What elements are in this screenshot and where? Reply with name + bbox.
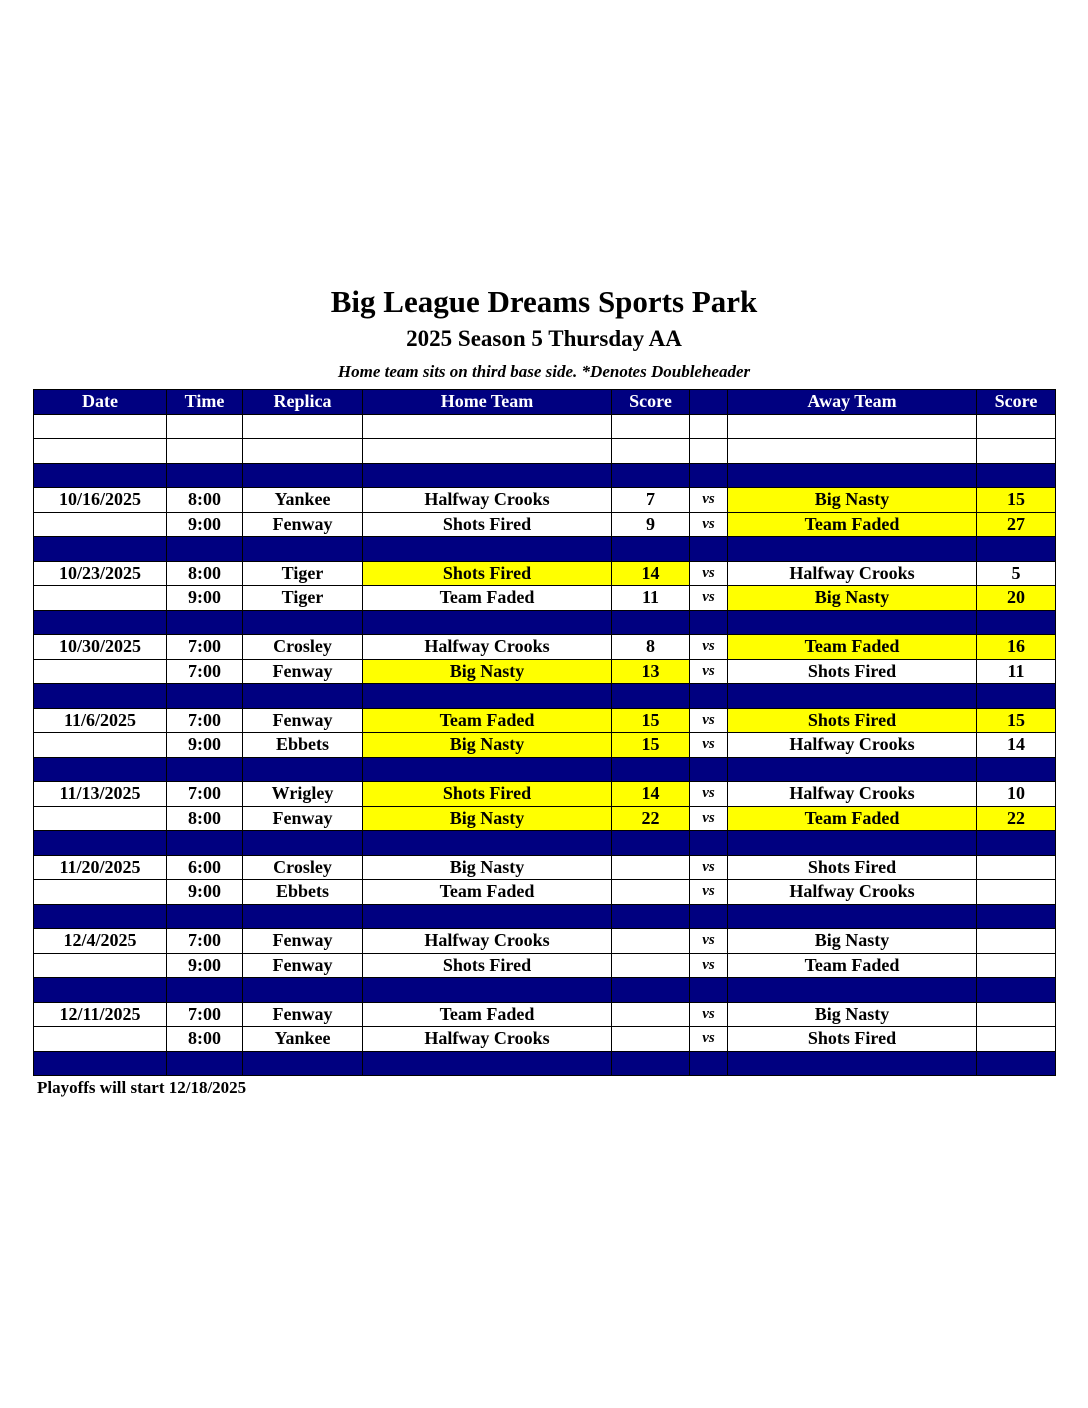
- home-team-cell: Big Nasty: [363, 733, 612, 758]
- replica-cell: [243, 831, 363, 856]
- home-team-cell: Halfway Crooks: [363, 1027, 612, 1052]
- time-cell: 9:00: [167, 512, 243, 537]
- home-score-cell: 15: [612, 733, 690, 758]
- away-score-cell: [977, 855, 1056, 880]
- away-score-cell: [977, 537, 1056, 562]
- header-note: Home team sits on third base side. *Denotes Doubleheader: [337, 362, 751, 381]
- home-team-cell: Team Faded: [363, 1002, 612, 1027]
- game-row: [34, 733, 1056, 758]
- home-team-cell: Halfway Crooks: [363, 488, 612, 513]
- date-cell: [34, 659, 167, 684]
- away-team-cell: Shots Fired: [728, 855, 977, 880]
- home-score-cell: [612, 537, 690, 562]
- time-cell: 8:00: [167, 1027, 243, 1052]
- date-cell: [34, 978, 167, 1003]
- away-score-cell: [977, 414, 1056, 439]
- replica-cell: Ebbets: [243, 880, 363, 905]
- date-cell: 11/6/2025: [34, 708, 167, 733]
- time-cell: [167, 610, 243, 635]
- date-cell: [34, 1051, 167, 1076]
- col-replica: Replica: [243, 390, 363, 415]
- schedule-body: [34, 414, 1056, 1076]
- home-score-cell: 22: [612, 806, 690, 831]
- replica-cell: [243, 757, 363, 782]
- time-cell: 9:00: [167, 880, 243, 905]
- away-score-cell: 15: [977, 708, 1056, 733]
- home-score-cell: 14: [612, 782, 690, 807]
- vs-cell: vs: [690, 782, 728, 807]
- time-cell: 6:00: [167, 855, 243, 880]
- home-score-cell: [612, 684, 690, 709]
- time-cell: [167, 414, 243, 439]
- vs-cell: vs: [690, 855, 728, 880]
- away-score-cell: [977, 978, 1056, 1003]
- time-cell: 7:00: [167, 782, 243, 807]
- home-score-cell: [612, 439, 690, 464]
- date-cell: [34, 684, 167, 709]
- replica-cell: [243, 463, 363, 488]
- away-team-cell: [728, 439, 977, 464]
- date-cell: [34, 953, 167, 978]
- home-team-cell: Team Faded: [363, 708, 612, 733]
- away-team-cell: [728, 610, 977, 635]
- time-cell: 8:00: [167, 561, 243, 586]
- date-cell: 11/20/2025: [34, 855, 167, 880]
- home-team-cell: Big Nasty: [363, 659, 612, 684]
- time-cell: 7:00: [167, 1002, 243, 1027]
- date-cell: 12/11/2025: [34, 1002, 167, 1027]
- col-home-score: Score: [612, 390, 690, 415]
- home-score-cell: [612, 757, 690, 782]
- date-cell: [34, 806, 167, 831]
- time-cell: 8:00: [167, 806, 243, 831]
- col-away-team: Away Team: [728, 390, 977, 415]
- date-cell: [34, 1027, 167, 1052]
- vs-cell: vs: [690, 708, 728, 733]
- date-cell: 10/16/2025: [34, 488, 167, 513]
- away-team-cell: Team Faded: [728, 635, 977, 660]
- date-cell: [34, 414, 167, 439]
- time-cell: [167, 684, 243, 709]
- date-cell: [34, 439, 167, 464]
- vs-cell: vs: [690, 733, 728, 758]
- replica-cell: [243, 439, 363, 464]
- vs-cell: vs: [690, 659, 728, 684]
- game-row: [34, 880, 1056, 905]
- date-cell: [34, 831, 167, 856]
- time-cell: [167, 757, 243, 782]
- vs-cell: [690, 414, 728, 439]
- away-team-cell: Halfway Crooks: [728, 782, 977, 807]
- replica-cell: Yankee: [243, 488, 363, 513]
- vs-cell: vs: [690, 806, 728, 831]
- game-row: [34, 708, 1056, 733]
- away-team-cell: Team Faded: [728, 512, 977, 537]
- replica-cell: Ebbets: [243, 733, 363, 758]
- away-team-cell: Team Faded: [728, 806, 977, 831]
- time-cell: 7:00: [167, 635, 243, 660]
- blank-row: [34, 414, 1056, 439]
- home-score-cell: 11: [612, 586, 690, 611]
- date-cell: [34, 880, 167, 905]
- away-team-cell: [728, 537, 977, 562]
- away-team-cell: Big Nasty: [728, 1002, 977, 1027]
- away-score-cell: [977, 439, 1056, 464]
- page-title: Big League Dreams Sports Park: [330, 284, 758, 319]
- separator-row: [34, 463, 1056, 488]
- game-row: [34, 855, 1056, 880]
- vs-cell: [690, 757, 728, 782]
- date-cell: [34, 610, 167, 635]
- vs-cell: vs: [690, 929, 728, 954]
- home-score-cell: 13: [612, 659, 690, 684]
- away-score-cell: 5: [977, 561, 1056, 586]
- home-team-cell: [363, 1051, 612, 1076]
- away-team-cell: [728, 1051, 977, 1076]
- home-team-cell: Halfway Crooks: [363, 635, 612, 660]
- header-row: [34, 390, 1056, 415]
- vs-cell: vs: [690, 586, 728, 611]
- home-team-cell: Big Nasty: [363, 806, 612, 831]
- home-score-cell: [612, 1051, 690, 1076]
- replica-cell: Tiger: [243, 586, 363, 611]
- away-score-cell: 15: [977, 488, 1056, 513]
- date-cell: 11/13/2025: [34, 782, 167, 807]
- time-cell: [167, 439, 243, 464]
- game-row: [34, 1027, 1056, 1052]
- replica-cell: Fenway: [243, 953, 363, 978]
- home-score-cell: 7: [612, 488, 690, 513]
- replica-cell: Wrigley: [243, 782, 363, 807]
- time-cell: [167, 978, 243, 1003]
- away-team-cell: Big Nasty: [728, 488, 977, 513]
- time-cell: 7:00: [167, 659, 243, 684]
- home-score-cell: [612, 929, 690, 954]
- game-row: [34, 806, 1056, 831]
- date-cell: 12/4/2025: [34, 929, 167, 954]
- game-row: [34, 586, 1056, 611]
- home-team-cell: [363, 537, 612, 562]
- home-score-cell: [612, 463, 690, 488]
- home-team-cell: [363, 414, 612, 439]
- col-home-team: Home Team: [363, 390, 612, 415]
- home-score-cell: 9: [612, 512, 690, 537]
- away-team-cell: Halfway Crooks: [728, 880, 977, 905]
- away-score-cell: 11: [977, 659, 1056, 684]
- away-team-cell: Halfway Crooks: [728, 733, 977, 758]
- away-score-cell: [977, 1002, 1056, 1027]
- vs-cell: [690, 439, 728, 464]
- separator-row: [34, 904, 1056, 929]
- away-score-cell: 14: [977, 733, 1056, 758]
- away-team-cell: [728, 757, 977, 782]
- home-score-cell: [612, 880, 690, 905]
- away-team-cell: Team Faded: [728, 953, 977, 978]
- time-cell: 9:00: [167, 953, 243, 978]
- time-cell: [167, 831, 243, 856]
- away-team-cell: [728, 463, 977, 488]
- away-score-cell: [977, 757, 1056, 782]
- vs-cell: vs: [690, 880, 728, 905]
- replica-cell: Crosley: [243, 855, 363, 880]
- away-team-cell: [728, 978, 977, 1003]
- home-team-cell: [363, 684, 612, 709]
- away-team-cell: Halfway Crooks: [728, 561, 977, 586]
- date-cell: 10/30/2025: [34, 635, 167, 660]
- replica-cell: [243, 537, 363, 562]
- blank-row: [34, 439, 1056, 464]
- home-team-cell: [363, 757, 612, 782]
- replica-cell: [243, 414, 363, 439]
- away-team-cell: [728, 904, 977, 929]
- time-cell: 9:00: [167, 733, 243, 758]
- away-score-cell: 27: [977, 512, 1056, 537]
- time-cell: 7:00: [167, 929, 243, 954]
- vs-cell: vs: [690, 488, 728, 513]
- replica-cell: [243, 904, 363, 929]
- away-score-cell: [977, 463, 1056, 488]
- time-cell: [167, 537, 243, 562]
- home-team-cell: Shots Fired: [363, 782, 612, 807]
- away-score-cell: [977, 1051, 1056, 1076]
- game-row: [34, 1002, 1056, 1027]
- separator-row: [34, 537, 1056, 562]
- home-team-cell: Team Faded: [363, 586, 612, 611]
- home-score-cell: [612, 978, 690, 1003]
- replica-cell: Fenway: [243, 1002, 363, 1027]
- vs-cell: [690, 904, 728, 929]
- home-score-cell: [612, 831, 690, 856]
- away-score-cell: [977, 880, 1056, 905]
- home-team-cell: [363, 439, 612, 464]
- replica-cell: Fenway: [243, 929, 363, 954]
- vs-cell: [690, 978, 728, 1003]
- away-team-cell: [728, 831, 977, 856]
- replica-cell: Fenway: [243, 806, 363, 831]
- vs-cell: vs: [690, 1027, 728, 1052]
- time-cell: 9:00: [167, 586, 243, 611]
- home-score-cell: [612, 1027, 690, 1052]
- vs-cell: [690, 537, 728, 562]
- replica-cell: [243, 1051, 363, 1076]
- vs-cell: [690, 831, 728, 856]
- separator-row: [34, 757, 1056, 782]
- col-away-score: Score: [977, 390, 1056, 415]
- date-cell: [34, 904, 167, 929]
- replica-cell: [243, 978, 363, 1003]
- date-cell: 10/23/2025: [34, 561, 167, 586]
- away-score-cell: 10: [977, 782, 1056, 807]
- game-row: [34, 929, 1056, 954]
- vs-cell: vs: [690, 561, 728, 586]
- replica-cell: Fenway: [243, 512, 363, 537]
- separator-row: [34, 610, 1056, 635]
- home-team-cell: [363, 463, 612, 488]
- home-team-cell: Team Faded: [363, 880, 612, 905]
- away-team-cell: Shots Fired: [728, 659, 977, 684]
- vs-cell: vs: [690, 512, 728, 537]
- away-team-cell: [728, 414, 977, 439]
- date-cell: [34, 463, 167, 488]
- time-cell: [167, 1051, 243, 1076]
- game-row: [34, 953, 1056, 978]
- home-score-cell: [612, 855, 690, 880]
- home-score-cell: 15: [612, 708, 690, 733]
- replica-cell: Yankee: [243, 1027, 363, 1052]
- away-score-cell: [977, 1027, 1056, 1052]
- away-score-cell: 22: [977, 806, 1056, 831]
- vs-cell: vs: [690, 953, 728, 978]
- date-cell: [34, 512, 167, 537]
- home-score-cell: 14: [612, 561, 690, 586]
- replica-cell: Crosley: [243, 635, 363, 660]
- home-team-cell: Shots Fired: [363, 561, 612, 586]
- game-row: [34, 561, 1056, 586]
- separator-row: [34, 1051, 1056, 1076]
- away-score-cell: [977, 953, 1056, 978]
- away-score-cell: [977, 610, 1056, 635]
- home-score-cell: 8: [612, 635, 690, 660]
- home-team-cell: [363, 831, 612, 856]
- home-team-cell: [363, 610, 612, 635]
- away-team-cell: Shots Fired: [728, 708, 977, 733]
- replica-cell: [243, 684, 363, 709]
- date-cell: [34, 757, 167, 782]
- time-cell: 8:00: [167, 488, 243, 513]
- game-row: [34, 488, 1056, 513]
- time-cell: 7:00: [167, 708, 243, 733]
- replica-cell: Tiger: [243, 561, 363, 586]
- home-team-cell: Shots Fired: [363, 512, 612, 537]
- home-score-cell: [612, 953, 690, 978]
- replica-cell: Fenway: [243, 659, 363, 684]
- home-team-cell: Halfway Crooks: [363, 929, 612, 954]
- col-date: Date: [34, 390, 167, 415]
- home-score-cell: [612, 610, 690, 635]
- away-score-cell: [977, 831, 1056, 856]
- playoffs-note: Playoffs will start 12/18/2025: [37, 1078, 247, 1097]
- separator-row: [34, 684, 1056, 709]
- away-team-cell: Big Nasty: [728, 929, 977, 954]
- replica-cell: Fenway: [243, 708, 363, 733]
- schedule-table: [33, 389, 1056, 1076]
- home-team-cell: [363, 978, 612, 1003]
- separator-row: [34, 978, 1056, 1003]
- game-row: [34, 635, 1056, 660]
- vs-cell: vs: [690, 1002, 728, 1027]
- game-row: [34, 512, 1056, 537]
- game-row: [34, 659, 1056, 684]
- date-cell: [34, 586, 167, 611]
- away-score-cell: [977, 684, 1056, 709]
- away-team-cell: Big Nasty: [728, 586, 977, 611]
- away-team-cell: [728, 684, 977, 709]
- home-score-cell: [612, 414, 690, 439]
- game-row: [34, 782, 1056, 807]
- season-subtitle: 2025 Season 5 Thursday AA: [406, 326, 682, 351]
- time-cell: [167, 904, 243, 929]
- separator-row: [34, 831, 1056, 856]
- vs-cell: vs: [690, 635, 728, 660]
- away-team-cell: Shots Fired: [728, 1027, 977, 1052]
- away-score-cell: 16: [977, 635, 1056, 660]
- vs-cell: [690, 1051, 728, 1076]
- replica-cell: [243, 610, 363, 635]
- vs-cell: [690, 463, 728, 488]
- home-team-cell: Shots Fired: [363, 953, 612, 978]
- time-cell: [167, 463, 243, 488]
- vs-cell: [690, 684, 728, 709]
- home-team-cell: [363, 904, 612, 929]
- date-cell: [34, 537, 167, 562]
- home-score-cell: [612, 1002, 690, 1027]
- away-score-cell: [977, 904, 1056, 929]
- home-team-cell: Big Nasty: [363, 855, 612, 880]
- vs-cell: [690, 610, 728, 635]
- home-score-cell: [612, 904, 690, 929]
- col-vs: [690, 390, 728, 415]
- away-score-cell: [977, 929, 1056, 954]
- date-cell: [34, 733, 167, 758]
- col-time: Time: [167, 390, 243, 415]
- away-score-cell: 20: [977, 586, 1056, 611]
